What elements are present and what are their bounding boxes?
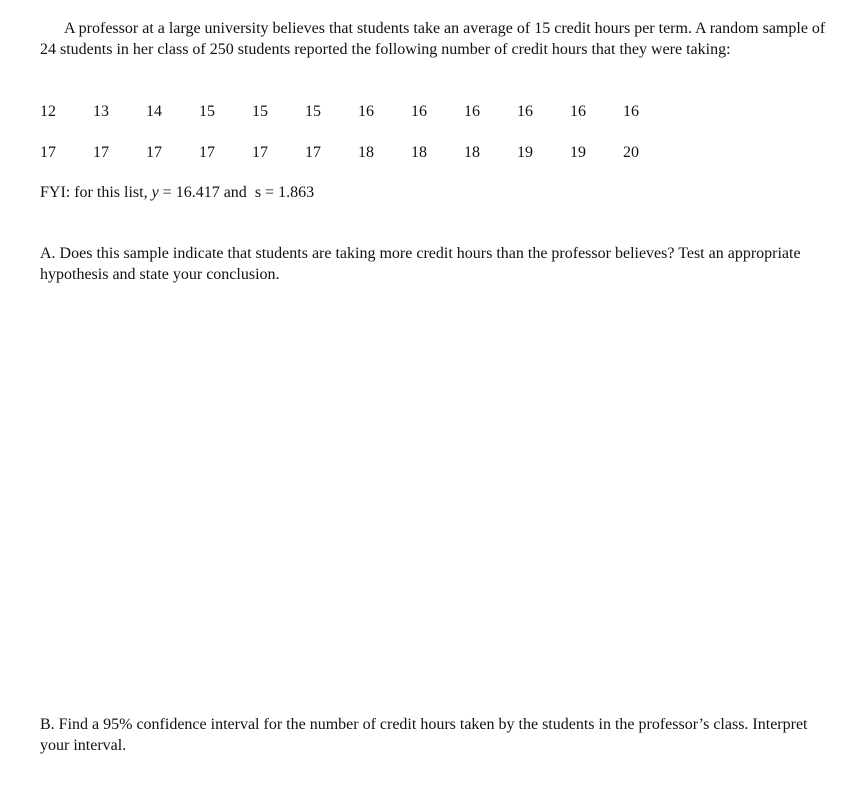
question-a: A. Does this sample indicate that students are taking more credit hours than the professor believes? Test an appropriate hypothesis and state your conclusion. (40, 245, 801, 283)
data-value: 13 (93, 103, 109, 120)
data-value: 14 (146, 103, 162, 120)
sd-symbol: s (254, 184, 262, 201)
data-value: 17 (93, 144, 109, 161)
data-value: 16 (517, 103, 533, 120)
data-value: 17 (305, 144, 321, 161)
data-value: 17 (252, 144, 268, 161)
question-b: B. Find a 95% confidence interval for the number of credit hours taken by the students in the professor’s class. Interpret your interval. (40, 716, 808, 754)
data-value: 18 (358, 144, 374, 161)
data-value: 17 (40, 144, 56, 161)
sd-value: = 1.863 (265, 184, 315, 201)
data-value: 17 (199, 144, 215, 161)
data-value: 16 (570, 103, 586, 120)
data-value: 15 (305, 103, 321, 120)
summary-statistics (40, 182, 314, 204)
data-value: 20 (623, 144, 639, 161)
mean-symbol: y (151, 184, 159, 201)
problem-intro: A professor at a large university believes that students take an average of 15 credit hours per term. A random sample of 24 students in her class of 250 students reported the following number of credit hours that they were taking: (40, 20, 826, 58)
data-value: 19 (517, 144, 533, 161)
data-value: 18 (464, 144, 480, 161)
data-value: 19 (570, 144, 586, 161)
data-value: 16 (358, 103, 374, 120)
data-value: 16 (623, 103, 639, 120)
data-value: 16 (411, 103, 427, 120)
data-value: 16 (464, 103, 480, 120)
data-value: 17 (146, 144, 162, 161)
data-value: 12 (40, 103, 56, 120)
data-row-2 (40, 142, 680, 164)
mean-value: = 16.417 (162, 184, 220, 201)
data-value: 15 (199, 103, 215, 120)
fyi-prefix: FYI: for this list, (40, 184, 148, 201)
and-text: and (223, 184, 247, 201)
data-value: 15 (252, 103, 268, 120)
data-row-1 (40, 101, 680, 123)
data-value: 18 (411, 144, 427, 161)
